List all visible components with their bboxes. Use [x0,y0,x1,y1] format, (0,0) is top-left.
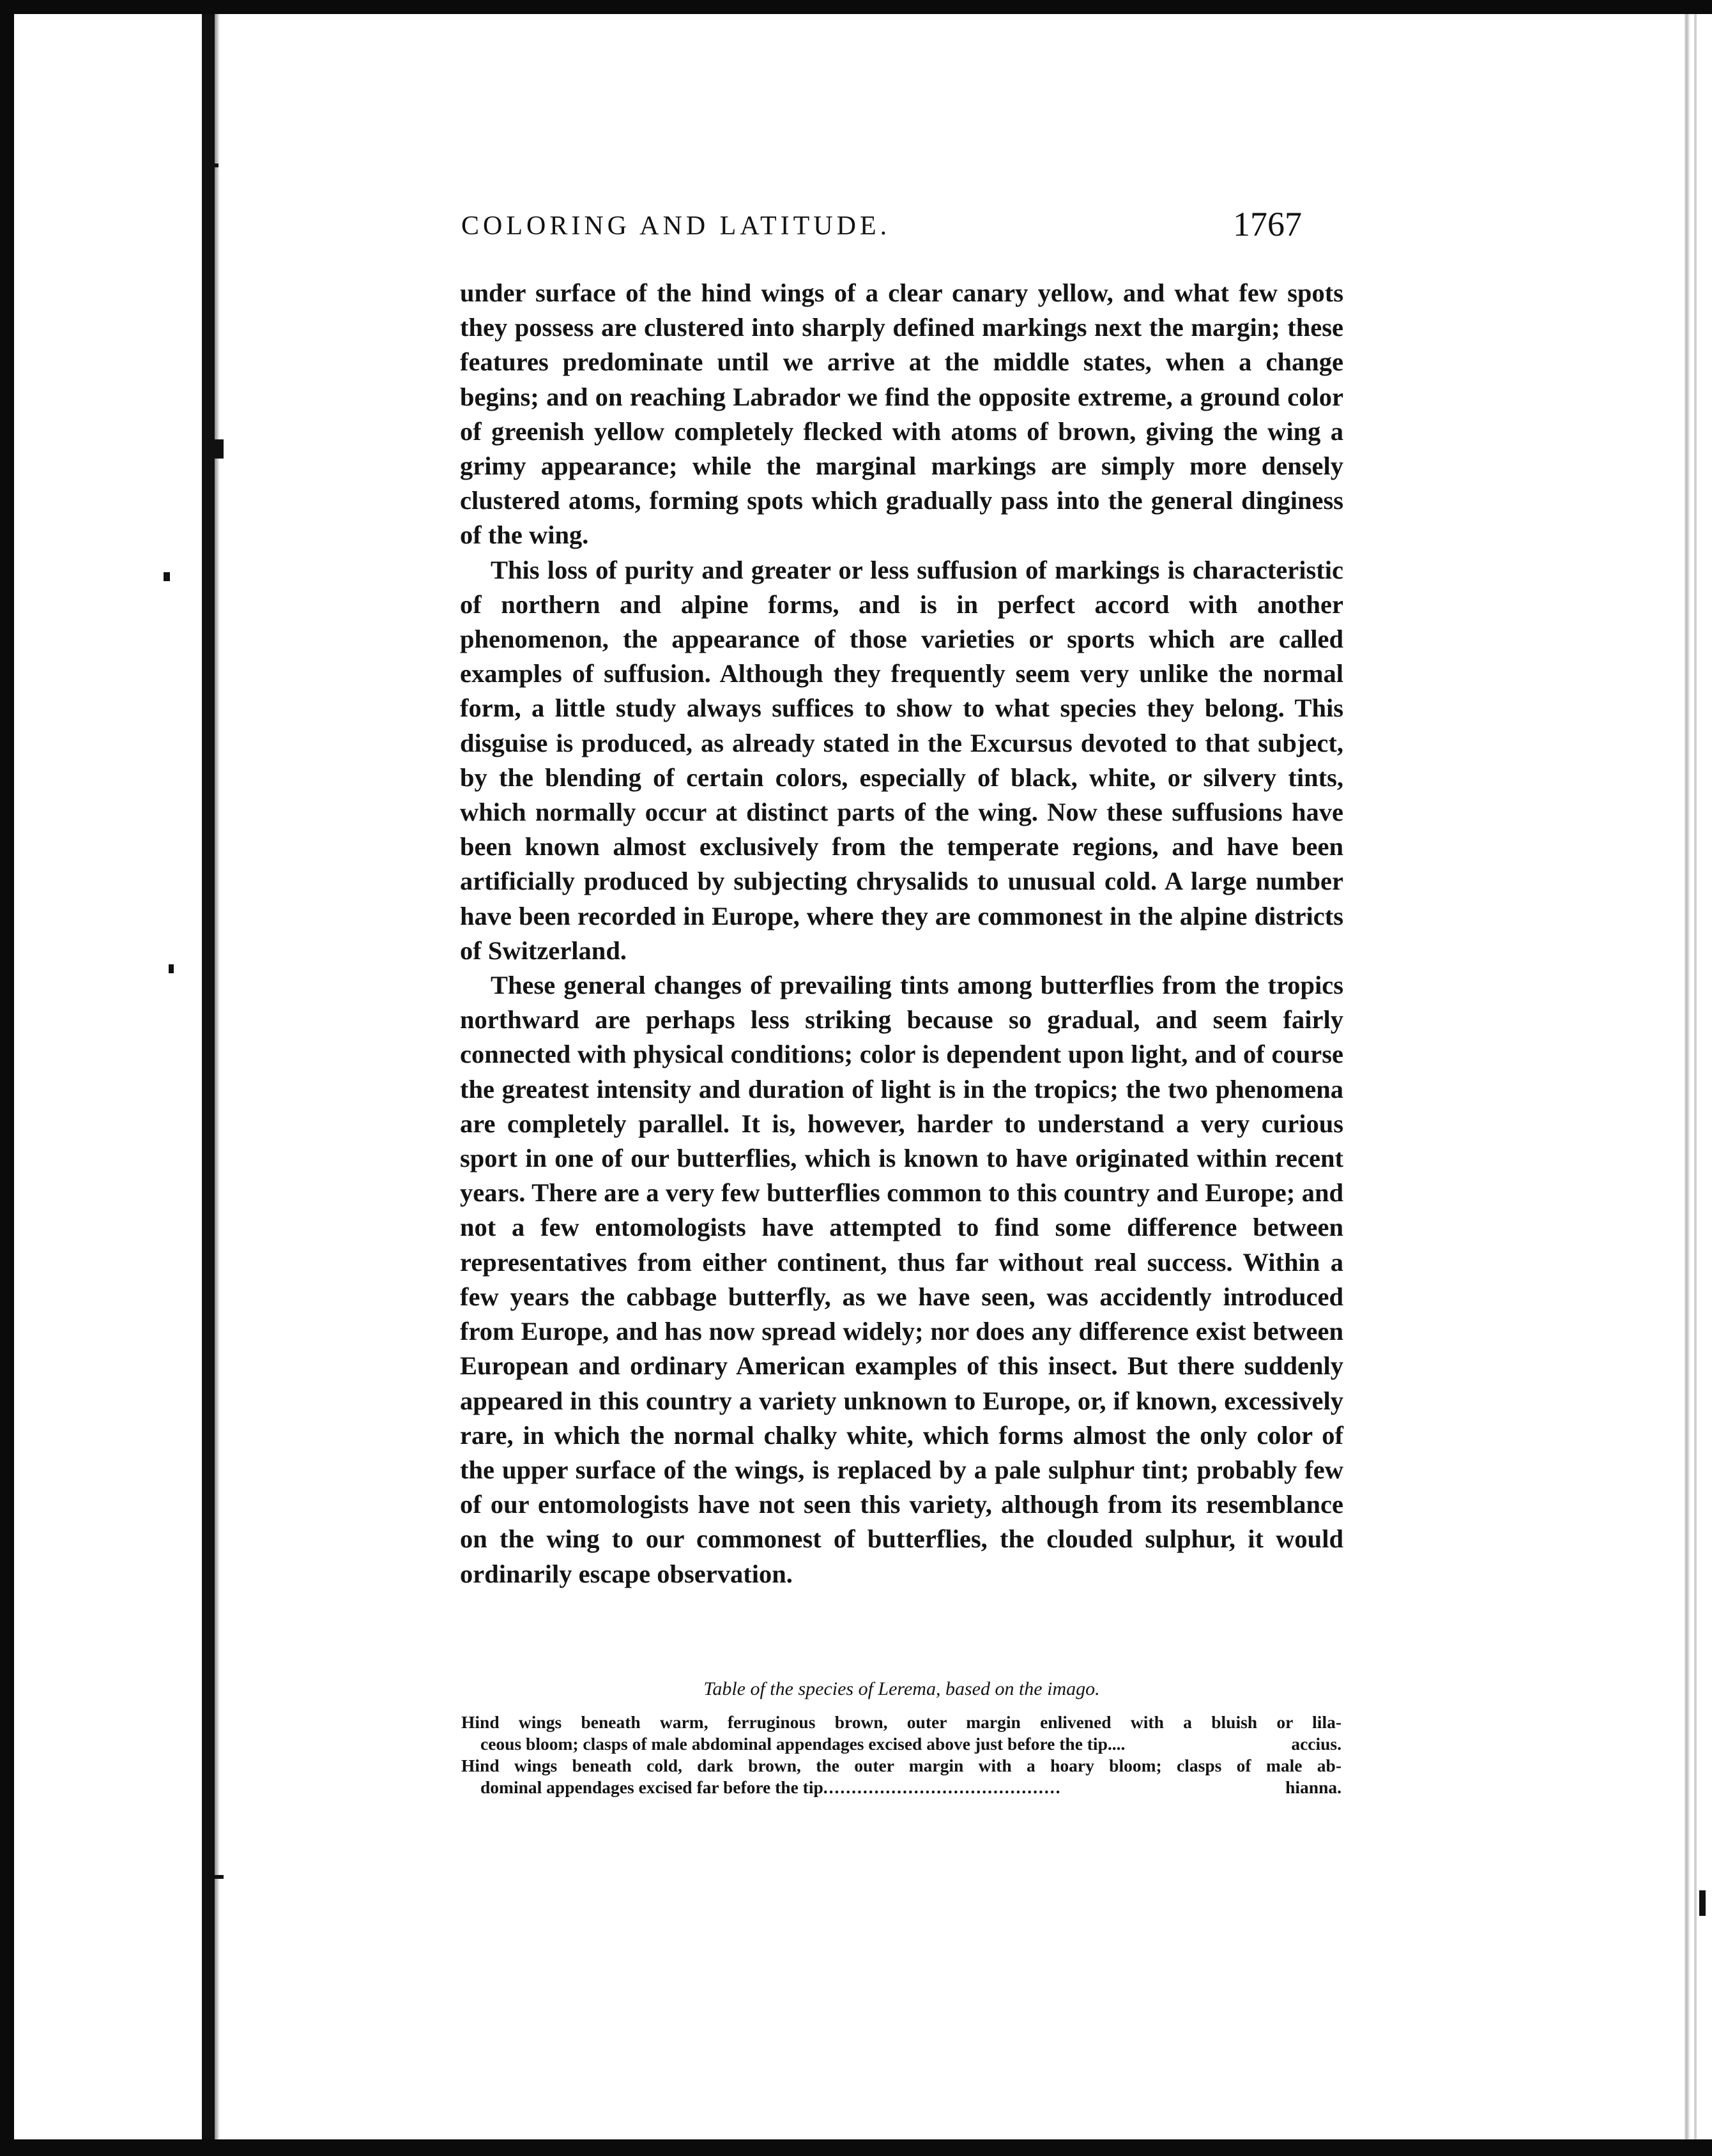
gutter-mark [215,1875,224,1879]
paragraph: under surface of the hind wings of a clear canary yellow, and what few spots they possess are clustered into sharply defined markings next the margin; these features predominate until we arrive at the middle states, when a change begins; and on reaching Labrador we find the opposite extreme, a ground color of greenish yellow completely flecked with atoms of brown, giving the wing a grimy appearance; while the marginal markings are simply more densely clustered atoms, forming spots which gradually pass into the general dinginess of the wing. [460,278,1343,550]
running-head: COLORING AND LATITUDE. [461,211,891,241]
key-entry-line: Hind wings beneath warm, ferruginous brown, outer margin enlivened with a bluish or lila- [461,1712,1341,1732]
key-entry [461,1755,1341,1798]
paragraph: These general changes of prevailing tints among butterflies from the tropics northward are perhaps less striking because so gradual, and seem fairly connected with physical conditions; color is dependent upon light, and of course the greatest intensity and duration of light is in the tropics; the two phenomena are completely parallel. It is, however, harder to understand a very curious sport in one of our butterflies, which is known to have originated within recent years. There are a very few butterflies common to this country and Europe; and not a few entomologists have attempted to find some difference between representatives from either continent, thus far without real success. Within a few years the cabbage butterfly, as we have seen, was accidently introduced from Europe, and has now spread widely; nor does any difference exist between European and ordinary American examples of this insect. But there suddenly appeared in this country a variety unknown to Europe, or, if known, excessively rare, in which the normal chalky white, which forms almost the only color of the upper surface of the wings, is replaced by a pale sulphur tint; probably few of our entomologists have not seen this variety, although from its resemblance on the wing to our commonest of butterflies, the clouded sulphur, it would ordinarily escape observation. [460,971,1343,1588]
page-edge-right-inner [1694,14,1697,2139]
leader-dots [1125,1733,1291,1755]
scan-border-left [0,0,14,2156]
page-edge-mark [1699,1890,1706,1916]
key-entry-continuation: dominal appendages excised far before the tip [480,1777,823,1797]
gutter-mark [169,964,174,973]
book-binding-gutter [202,14,215,2139]
scan-border-bottom [0,2139,1712,2156]
key-entry-line [461,1777,1341,1798]
page-number: 1767 [1233,205,1302,243]
leader-dots: .......................................... [823,1777,1062,1797]
gutter-shadow [215,14,220,2139]
key-entry-line [461,1733,1341,1755]
species-name: accius. [1291,1734,1341,1754]
species-key-table [461,1712,1341,1798]
scan-border-top [0,0,1712,14]
paragraph: This loss of purity and greater or less suffusion of markings is characteristic of northern and alpine forms, and is in perfect accord with another phenomenon, the appearance of those varieties or sports which are called examples of suffusion. Although they frequently seem very unlike the normal form, a little study always suffices to show to what species they belong. This disguise is produced, as already stated in the Excursus devoted to that subject, by the blending of certain colors, especially of black, white, or silvery tints, which normally occur at distinct parts of the wing. Now these suffusions have been known almost exclusively from the temperate regions, and have been artificially produced by subjecting chrysalids to unusual cold. A large number have been recorded in Europe, where they are commonest in the alpine districts of Switzerland. [460,555,1343,965]
key-entry [461,1712,1341,1755]
gutter-mark [215,439,224,459]
gutter-mark [164,572,170,581]
page-edge-right [1684,14,1690,2139]
key-entry-line: Hind wings beneath cold, dark brown, the outer margin with a hoary bloom; clasps of male ab- [461,1756,1341,1775]
body-text [460,276,1343,1591]
gutter-mark [203,163,218,167]
species-name: hianna. [1285,1777,1341,1797]
table-title: Table of the species of Lerema, based on the imago. [703,1678,1100,1699]
key-entry-continuation: ceous bloom; clasps of male abdominal appendages excised above just before the tip.... [480,1734,1126,1754]
